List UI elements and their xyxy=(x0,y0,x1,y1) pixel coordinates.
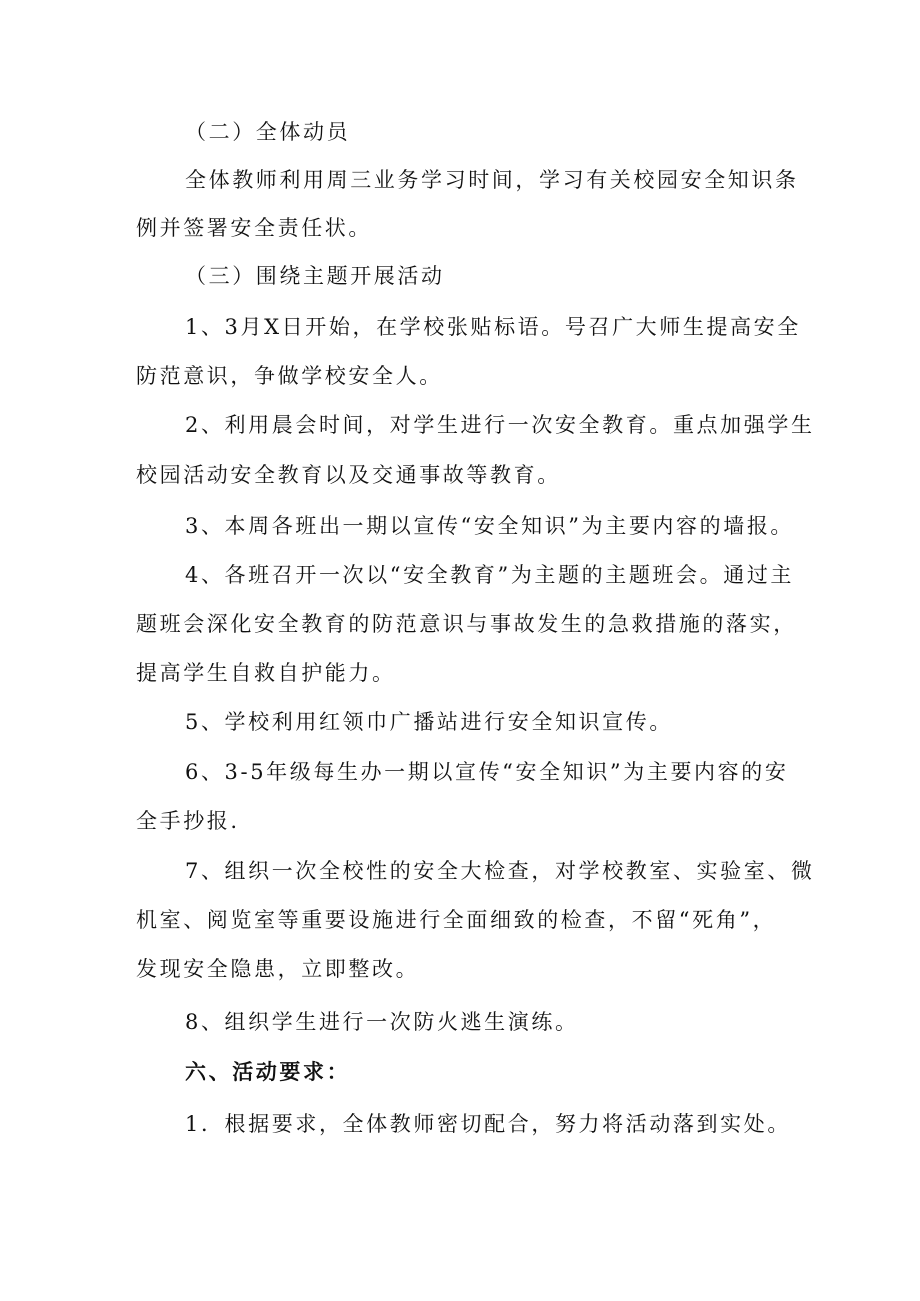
list-item-line: 1、3月X日开始，在学校张贴标语。号召广大师生提高安全 xyxy=(185,315,801,339)
list-item-line: 防范意识，争做学校安全人。 xyxy=(136,364,443,388)
list-item-line: 2、利用晨会时间，对学生进行一次安全教育。重点加强学生 xyxy=(185,413,815,437)
list-item-line: 5、学校利用红领巾广播站进行安全知识宣传。 xyxy=(185,710,673,734)
list-item-line: 全手抄报. xyxy=(136,809,240,833)
list-item-line: 提高学生自救自护能力。 xyxy=(136,661,396,685)
list-item-line: 4、各班召开一次以“安全教育”为主题的主题班会。通过主 xyxy=(185,563,795,587)
list-item-line: 1．根据要求，全体教师密切配合，努力将活动落到实处。 xyxy=(185,1112,791,1136)
section-heading-requirements: 六、活动要求： xyxy=(185,1059,351,1084)
section-heading-mobilization: （二）全体动员 xyxy=(185,120,351,144)
paragraph-line: 全体教师利用周三业务学习时间，学习有关校园安全知识条 xyxy=(185,168,799,192)
list-item-line: 发现安全隐患，立即整改。 xyxy=(136,957,420,981)
list-item-line: 机室、阅览室等重要设施进行全面细致的检查，不留“死角”， xyxy=(136,908,777,932)
list-item-line: 6、3-5年级每生办一期以宣传“安全知识”为主要内容的安 xyxy=(185,760,789,784)
list-item-line: 8、组织学生进行一次防火逃生演练。 xyxy=(185,1010,579,1034)
list-item-line: 7、组织一次全校性的安全大检查，对学校教室、实验室、微 xyxy=(185,859,815,883)
list-item-line: 题班会深化安全教育的防范意识与事故发生的急救措施的落实， xyxy=(136,612,797,636)
section-heading-activities: （三）围绕主题开展活动 xyxy=(185,264,445,288)
list-item-line: 校园活动安全教育以及交通事故等教育。 xyxy=(136,463,561,487)
paragraph-line: 例并签署安全责任状。 xyxy=(136,216,372,240)
list-item-line: 3、本周各班出一期以宣传“安全知识”为主要内容的墙报。 xyxy=(185,514,795,538)
